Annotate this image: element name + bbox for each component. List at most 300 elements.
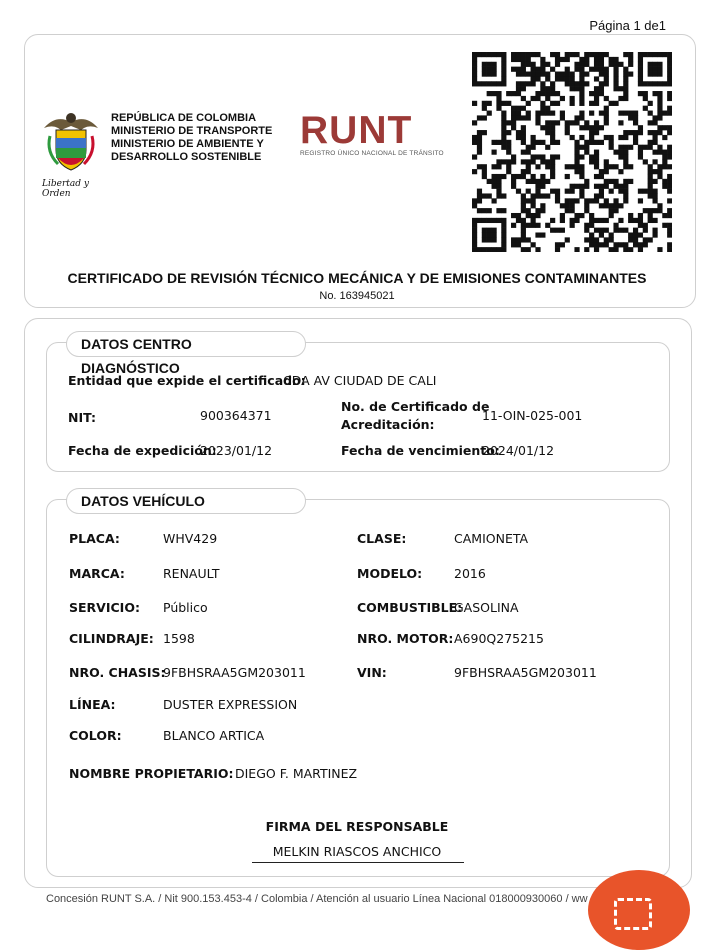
qr-module bbox=[604, 135, 609, 140]
qr-module bbox=[560, 57, 565, 62]
qr-module bbox=[531, 242, 536, 247]
qr-module bbox=[633, 130, 638, 135]
qr-module bbox=[579, 135, 584, 140]
qr-module bbox=[609, 237, 614, 242]
qr-module bbox=[652, 67, 657, 72]
qr-module bbox=[628, 164, 633, 169]
qr-module bbox=[540, 179, 545, 184]
qr-module bbox=[648, 174, 653, 179]
qr-module bbox=[574, 52, 579, 57]
qr-module bbox=[482, 169, 487, 174]
gov-line: DESARROLLO SOSTENIBLE bbox=[111, 151, 262, 163]
qr-module bbox=[638, 72, 643, 77]
qr-module bbox=[477, 198, 482, 203]
qr-module bbox=[492, 150, 497, 155]
qr-module bbox=[492, 62, 497, 67]
qr-module bbox=[589, 130, 594, 135]
qr-module bbox=[648, 193, 653, 198]
qr-module bbox=[501, 145, 506, 150]
qr-module bbox=[623, 179, 628, 184]
qr-module bbox=[516, 242, 521, 247]
qr-module bbox=[535, 52, 540, 57]
qr-module bbox=[487, 62, 492, 67]
qr-module bbox=[618, 203, 623, 208]
qr-module bbox=[652, 179, 657, 184]
qr-module bbox=[613, 203, 618, 208]
qr-module bbox=[521, 228, 526, 233]
qr-module bbox=[574, 81, 579, 86]
qr-module bbox=[526, 72, 531, 77]
qr-module bbox=[540, 86, 545, 91]
qr-module bbox=[613, 228, 618, 233]
scan-icon bbox=[614, 898, 652, 930]
qr-module bbox=[531, 179, 536, 184]
qr-module bbox=[638, 52, 643, 57]
qr-module bbox=[570, 164, 575, 169]
qr-module bbox=[618, 62, 623, 67]
qr-module bbox=[565, 57, 570, 62]
qr-module bbox=[511, 91, 516, 96]
qr-module bbox=[560, 203, 565, 208]
qr-module bbox=[516, 91, 521, 96]
qr-module bbox=[555, 140, 560, 145]
qr-module bbox=[521, 135, 526, 140]
qr-module bbox=[472, 232, 477, 237]
qr-module bbox=[526, 179, 531, 184]
qr-module bbox=[599, 67, 604, 72]
qr-module bbox=[511, 125, 516, 130]
qr-module bbox=[550, 130, 555, 135]
qr-module bbox=[609, 189, 614, 194]
qr-module bbox=[570, 218, 575, 223]
qr-module bbox=[535, 193, 540, 198]
qr-module bbox=[584, 208, 589, 213]
qr-module bbox=[535, 111, 540, 116]
combustible-label: COMBUSTIBLE: bbox=[357, 600, 463, 615]
qr-module bbox=[652, 120, 657, 125]
qr-module bbox=[662, 125, 667, 130]
qr-module bbox=[574, 86, 579, 91]
qr-module bbox=[482, 52, 487, 57]
qr-module bbox=[565, 189, 570, 194]
qr-module bbox=[545, 91, 550, 96]
qr-module bbox=[643, 242, 648, 247]
qr-module bbox=[555, 228, 560, 233]
qr-module bbox=[492, 247, 497, 252]
qr-module bbox=[589, 237, 594, 242]
qr-module bbox=[487, 237, 492, 242]
qr-module bbox=[652, 198, 657, 203]
qr-module bbox=[594, 198, 599, 203]
qr-module bbox=[550, 164, 555, 169]
qr-module bbox=[594, 76, 599, 81]
acreditacion-label bbox=[341, 398, 489, 434]
acreditacion-label-line2: Acreditación: bbox=[341, 417, 435, 432]
qr-module bbox=[599, 193, 604, 198]
qr-module bbox=[584, 179, 589, 184]
qr-module bbox=[609, 62, 614, 67]
qr-module bbox=[638, 213, 643, 218]
qr-module bbox=[579, 164, 584, 169]
qr-module bbox=[521, 81, 526, 86]
qr-module bbox=[589, 101, 594, 106]
qr-module bbox=[570, 208, 575, 213]
qr-module bbox=[555, 101, 560, 106]
qr-module bbox=[560, 72, 565, 77]
qr-module bbox=[540, 72, 545, 77]
qr-module bbox=[579, 125, 584, 130]
qr-module bbox=[574, 120, 579, 125]
qr-module bbox=[638, 81, 643, 86]
qr-module bbox=[662, 164, 667, 169]
qr-module bbox=[618, 169, 623, 174]
qr-module bbox=[657, 115, 662, 120]
qr-module bbox=[501, 81, 506, 86]
qr-module bbox=[594, 101, 599, 106]
qr-module bbox=[521, 72, 526, 77]
qr-module bbox=[550, 86, 555, 91]
qr-module bbox=[648, 164, 653, 169]
qr-module bbox=[652, 193, 657, 198]
qr-module bbox=[648, 72, 653, 77]
qr-module bbox=[472, 57, 477, 62]
qr-module bbox=[589, 154, 594, 159]
qr-module bbox=[526, 164, 531, 169]
qr-module bbox=[613, 72, 618, 77]
qr-module bbox=[613, 179, 618, 184]
qr-module bbox=[535, 164, 540, 169]
qr-module bbox=[565, 164, 570, 169]
qr-module bbox=[589, 232, 594, 237]
qr-module bbox=[531, 96, 536, 101]
qr-module bbox=[477, 130, 482, 135]
qr-module bbox=[550, 174, 555, 179]
qr-module bbox=[667, 232, 672, 237]
qr-module bbox=[531, 218, 536, 223]
qr-module bbox=[604, 76, 609, 81]
qr-module bbox=[584, 145, 589, 150]
qr-module bbox=[652, 159, 657, 164]
qr-module bbox=[501, 72, 506, 77]
qr-module bbox=[550, 67, 555, 72]
qr-module bbox=[487, 81, 492, 86]
qr-module bbox=[623, 242, 628, 247]
qr-module bbox=[589, 135, 594, 140]
qr-module bbox=[501, 115, 506, 120]
qr-module bbox=[609, 203, 614, 208]
qr-module bbox=[511, 115, 516, 120]
qr-module bbox=[526, 198, 531, 203]
qr-module bbox=[667, 208, 672, 213]
qr-module bbox=[667, 223, 672, 228]
qr-module bbox=[638, 91, 643, 96]
qr-module bbox=[609, 164, 614, 169]
color-label: COLOR: bbox=[69, 728, 122, 743]
qr-module bbox=[623, 76, 628, 81]
qr-module bbox=[599, 62, 604, 67]
qr-module bbox=[604, 179, 609, 184]
qr-module bbox=[652, 140, 657, 145]
qr-module bbox=[599, 228, 604, 233]
qr-module bbox=[511, 213, 516, 218]
qr-module bbox=[667, 106, 672, 111]
qr-module bbox=[643, 237, 648, 242]
qr-module bbox=[550, 218, 555, 223]
qr-module bbox=[643, 52, 648, 57]
qr-module bbox=[604, 72, 609, 77]
vin-label: VIN: bbox=[357, 665, 387, 680]
motor-value: A690Q275215 bbox=[454, 631, 544, 646]
qr-module bbox=[662, 184, 667, 189]
qr-module bbox=[531, 145, 536, 150]
qr-module bbox=[570, 101, 575, 106]
qr-module bbox=[501, 76, 506, 81]
qr-module bbox=[565, 67, 570, 72]
qr-module bbox=[609, 208, 614, 213]
qr-module bbox=[501, 52, 506, 57]
qr-module bbox=[623, 189, 628, 194]
qr-module bbox=[535, 208, 540, 213]
qr-module bbox=[511, 111, 516, 116]
qr-module bbox=[540, 154, 545, 159]
qr-module bbox=[652, 130, 657, 135]
qr-module bbox=[594, 154, 599, 159]
qr-module bbox=[550, 125, 555, 130]
qr-module bbox=[472, 247, 477, 252]
qr-module bbox=[482, 106, 487, 111]
qr-module bbox=[609, 57, 614, 62]
qr-module bbox=[521, 125, 526, 130]
qr-module bbox=[511, 159, 516, 164]
qr-module bbox=[501, 232, 506, 237]
qr-module bbox=[574, 159, 579, 164]
qr-module bbox=[531, 198, 536, 203]
qr-module bbox=[570, 203, 575, 208]
qr-module bbox=[482, 101, 487, 106]
qr-module bbox=[618, 242, 623, 247]
qr-module bbox=[511, 184, 516, 189]
qr-module bbox=[594, 62, 599, 67]
qr-module bbox=[570, 81, 575, 86]
qr-module bbox=[648, 140, 653, 145]
qr-module bbox=[584, 228, 589, 233]
firma-name: MELKIN RIASCOS ANCHICO bbox=[272, 844, 442, 859]
qr-module bbox=[594, 174, 599, 179]
qr-module bbox=[492, 218, 497, 223]
qr-module bbox=[638, 67, 643, 72]
qr-module bbox=[472, 67, 477, 72]
qr-module bbox=[623, 228, 628, 233]
qr-module bbox=[545, 164, 550, 169]
qr-module bbox=[570, 86, 575, 91]
qr-module bbox=[623, 159, 628, 164]
linea-value: DUSTER EXPRESSION bbox=[163, 697, 298, 712]
qr-module bbox=[657, 67, 662, 72]
qr-module bbox=[521, 67, 526, 72]
qr-module bbox=[633, 218, 638, 223]
qr-module bbox=[501, 57, 506, 62]
qr-module bbox=[506, 140, 511, 145]
qr-module bbox=[521, 106, 526, 111]
qr-module bbox=[652, 169, 657, 174]
qr-module bbox=[560, 111, 565, 116]
qr-module bbox=[667, 198, 672, 203]
cilindraje-value: 1598 bbox=[163, 631, 195, 646]
qr-module bbox=[540, 111, 545, 116]
qr-module bbox=[613, 184, 618, 189]
qr-module bbox=[579, 86, 584, 91]
qr-module bbox=[487, 91, 492, 96]
qr-module bbox=[618, 184, 623, 189]
qr-module bbox=[613, 101, 618, 106]
qr-module bbox=[667, 67, 672, 72]
qr-module bbox=[613, 223, 618, 228]
qr-module bbox=[521, 115, 526, 120]
qr-module bbox=[633, 115, 638, 120]
qr-module bbox=[492, 67, 497, 72]
scan-action-button[interactable] bbox=[588, 870, 690, 950]
qr-module bbox=[516, 218, 521, 223]
qr-module bbox=[613, 247, 618, 252]
qr-module bbox=[477, 145, 482, 150]
qr-module bbox=[604, 111, 609, 116]
qr-module bbox=[662, 135, 667, 140]
qr-module bbox=[521, 208, 526, 213]
qr-module bbox=[501, 125, 506, 130]
qr-module bbox=[667, 130, 672, 135]
qr-module bbox=[657, 91, 662, 96]
qr-module bbox=[550, 91, 555, 96]
qr-module bbox=[648, 111, 653, 116]
qr-module bbox=[609, 247, 614, 252]
nit-value: 900364371 bbox=[200, 408, 272, 423]
qr-module bbox=[599, 184, 604, 189]
qr-module bbox=[574, 169, 579, 174]
qr-module bbox=[526, 57, 531, 62]
qr-module bbox=[618, 189, 623, 194]
qr-module bbox=[511, 154, 516, 159]
qr-module bbox=[516, 135, 521, 140]
qr-module bbox=[667, 52, 672, 57]
qr-module bbox=[657, 125, 662, 130]
qr-module bbox=[599, 91, 604, 96]
qr-module bbox=[599, 169, 604, 174]
qr-module bbox=[594, 57, 599, 62]
qr-module bbox=[623, 72, 628, 77]
qr-module bbox=[648, 67, 653, 72]
qr-module bbox=[487, 111, 492, 116]
qr-module bbox=[496, 106, 501, 111]
qr-module bbox=[648, 237, 653, 242]
qr-module bbox=[633, 237, 638, 242]
qr-module bbox=[594, 218, 599, 223]
qr-module bbox=[501, 174, 506, 179]
qr-module bbox=[594, 184, 599, 189]
qr-module bbox=[535, 213, 540, 218]
qr-module bbox=[594, 52, 599, 57]
qr-module bbox=[628, 247, 633, 252]
qr-module bbox=[579, 189, 584, 194]
qr-module bbox=[535, 232, 540, 237]
qr-module bbox=[521, 52, 526, 57]
qr-module bbox=[545, 62, 550, 67]
qr-module bbox=[618, 120, 623, 125]
qr-module bbox=[516, 106, 521, 111]
certificate-number: No. 163945021 bbox=[319, 290, 395, 302]
qr-module bbox=[633, 135, 638, 140]
qr-module bbox=[501, 242, 506, 247]
qr-module bbox=[487, 52, 492, 57]
qr-module bbox=[623, 198, 628, 203]
qr-module bbox=[531, 81, 536, 86]
qr-module bbox=[477, 247, 482, 252]
qr-module bbox=[638, 198, 643, 203]
qr-module bbox=[506, 145, 511, 150]
runt-logo-word: RUNT bbox=[300, 109, 413, 152]
qr-module bbox=[540, 203, 545, 208]
qr-module bbox=[565, 125, 570, 130]
qr-module bbox=[535, 140, 540, 145]
qr-module bbox=[638, 223, 643, 228]
signature-line bbox=[252, 862, 464, 863]
qr-module bbox=[618, 111, 623, 116]
qr-module bbox=[540, 91, 545, 96]
qr-module bbox=[638, 150, 643, 155]
qr-module bbox=[604, 203, 609, 208]
shield-caption: Libertad y Orden bbox=[42, 179, 89, 199]
acreditacion-label-line1: No. de Certificado de bbox=[341, 399, 490, 414]
qr-module bbox=[550, 120, 555, 125]
qr-module bbox=[570, 198, 575, 203]
qr-module bbox=[482, 193, 487, 198]
qr-module bbox=[487, 228, 492, 233]
qr-module bbox=[501, 228, 506, 233]
qr-module bbox=[667, 150, 672, 155]
qr-module bbox=[487, 193, 492, 198]
qr-module bbox=[574, 150, 579, 155]
qr-module bbox=[501, 67, 506, 72]
qr-module bbox=[535, 96, 540, 101]
qr-module bbox=[570, 184, 575, 189]
qr-module bbox=[565, 208, 570, 213]
qr-module bbox=[545, 106, 550, 111]
qr-module bbox=[550, 159, 555, 164]
qr-module bbox=[667, 81, 672, 86]
qr-module bbox=[531, 72, 536, 77]
qr-module bbox=[555, 91, 560, 96]
qr-module bbox=[511, 242, 516, 247]
qr-module bbox=[662, 179, 667, 184]
qr-module bbox=[496, 164, 501, 169]
qr-module bbox=[511, 179, 516, 184]
qr-module bbox=[521, 223, 526, 228]
qr-module bbox=[667, 111, 672, 116]
qr-module bbox=[643, 145, 648, 150]
qr-module bbox=[482, 232, 487, 237]
vencimiento-value: 2024/01/12 bbox=[482, 443, 555, 458]
qr-module bbox=[618, 135, 623, 140]
qr-module bbox=[496, 247, 501, 252]
qr-module bbox=[584, 72, 589, 77]
qr-module bbox=[584, 223, 589, 228]
qr-module bbox=[579, 111, 584, 116]
qr-module bbox=[667, 164, 672, 169]
qr-module bbox=[594, 228, 599, 233]
qr-module bbox=[623, 86, 628, 91]
qr-module bbox=[667, 57, 672, 62]
qr-module bbox=[545, 96, 550, 101]
qr-module bbox=[550, 189, 555, 194]
